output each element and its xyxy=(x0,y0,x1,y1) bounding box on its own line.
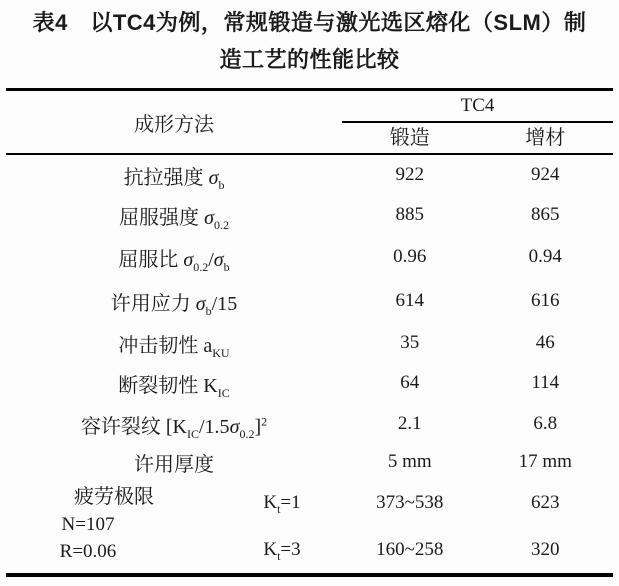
table-row xyxy=(6,195,613,235)
fatigue-limit-group xyxy=(6,479,613,573)
table-caption-line2: 造工艺的性能比较 xyxy=(219,47,400,72)
additive-value: 46 xyxy=(535,332,555,353)
fatigue-condition-r: R=0.06 xyxy=(59,541,117,562)
table-caption-line1: 表4 以TC4为例，常规锻造与激光选区熔化（SLM）制 xyxy=(32,10,587,35)
kt-label: $K_t=3$ xyxy=(263,538,301,563)
fatigue-label: 疲劳极限 xyxy=(74,486,154,508)
header-subcolumns xyxy=(342,123,613,153)
header-col-forged: 锻造 xyxy=(389,127,430,149)
row-label: 屈服比 $\sigma_{0.2}/\sigma_b$ xyxy=(118,248,230,274)
table-caption xyxy=(0,0,619,88)
fatigue-condition-n: N=107 xyxy=(61,514,115,535)
forged-value: 35 xyxy=(400,332,420,353)
table-row xyxy=(6,323,613,363)
forged-value: 160~258 xyxy=(376,538,444,560)
row-label: 抗拉强度 $\sigma_b$ xyxy=(123,166,225,192)
row-label: 冲击韧性 $a_{KU}$ xyxy=(118,334,230,360)
additive-value: 924 xyxy=(531,164,560,185)
additive-value: 320 xyxy=(531,538,560,560)
forged-value: 922 xyxy=(395,164,424,185)
fatigue-row xyxy=(222,526,613,573)
additive-value: 17 mm xyxy=(518,451,572,472)
table-header xyxy=(6,91,613,153)
row-label: 屈服强度 $\sigma_{0.2}$ xyxy=(119,206,229,232)
additive-value: 865 xyxy=(531,204,560,225)
table-row xyxy=(6,235,613,279)
header-method-label: 成形方法 xyxy=(134,113,214,136)
header-group xyxy=(342,91,613,153)
kt-label: $K_t=1$ xyxy=(263,491,301,516)
row-label: 许用厚度 xyxy=(134,453,214,476)
additive-value: 0.94 xyxy=(528,246,562,267)
table-row xyxy=(6,155,613,195)
additive-value: 6.8 xyxy=(533,413,558,434)
forged-value: 2.1 xyxy=(397,413,422,434)
header-group-tc4: TC4 xyxy=(460,95,495,116)
fatigue-label-block xyxy=(6,479,222,573)
forged-value: 373~538 xyxy=(376,491,444,513)
fatigue-rows xyxy=(222,479,613,573)
additive-value: 114 xyxy=(531,372,560,393)
forged-value: 0.96 xyxy=(393,246,427,267)
forged-value: 5 mm xyxy=(387,451,432,472)
row-label: 断裂韧性 $K_{IC}$ xyxy=(118,374,230,400)
forged-value: 885 xyxy=(395,204,424,225)
comparison-table xyxy=(6,88,613,577)
additive-value: 616 xyxy=(531,290,560,311)
row-label: 许用应力 $\sigma_b/15$ xyxy=(110,292,238,318)
header-col-additive: 增材 xyxy=(525,127,566,149)
forged-value: 614 xyxy=(395,290,424,311)
table-row xyxy=(6,363,613,403)
table-row xyxy=(6,279,613,323)
fatigue-row xyxy=(222,479,613,526)
table-body xyxy=(6,155,613,479)
table-row xyxy=(6,403,613,445)
row-label: 容许裂纹 $[K_{IC}/1.5\sigma_{0.2}]^2$ xyxy=(80,413,268,441)
additive-value: 623 xyxy=(531,491,560,513)
forged-value: 64 xyxy=(400,372,420,393)
table-row xyxy=(6,445,613,479)
